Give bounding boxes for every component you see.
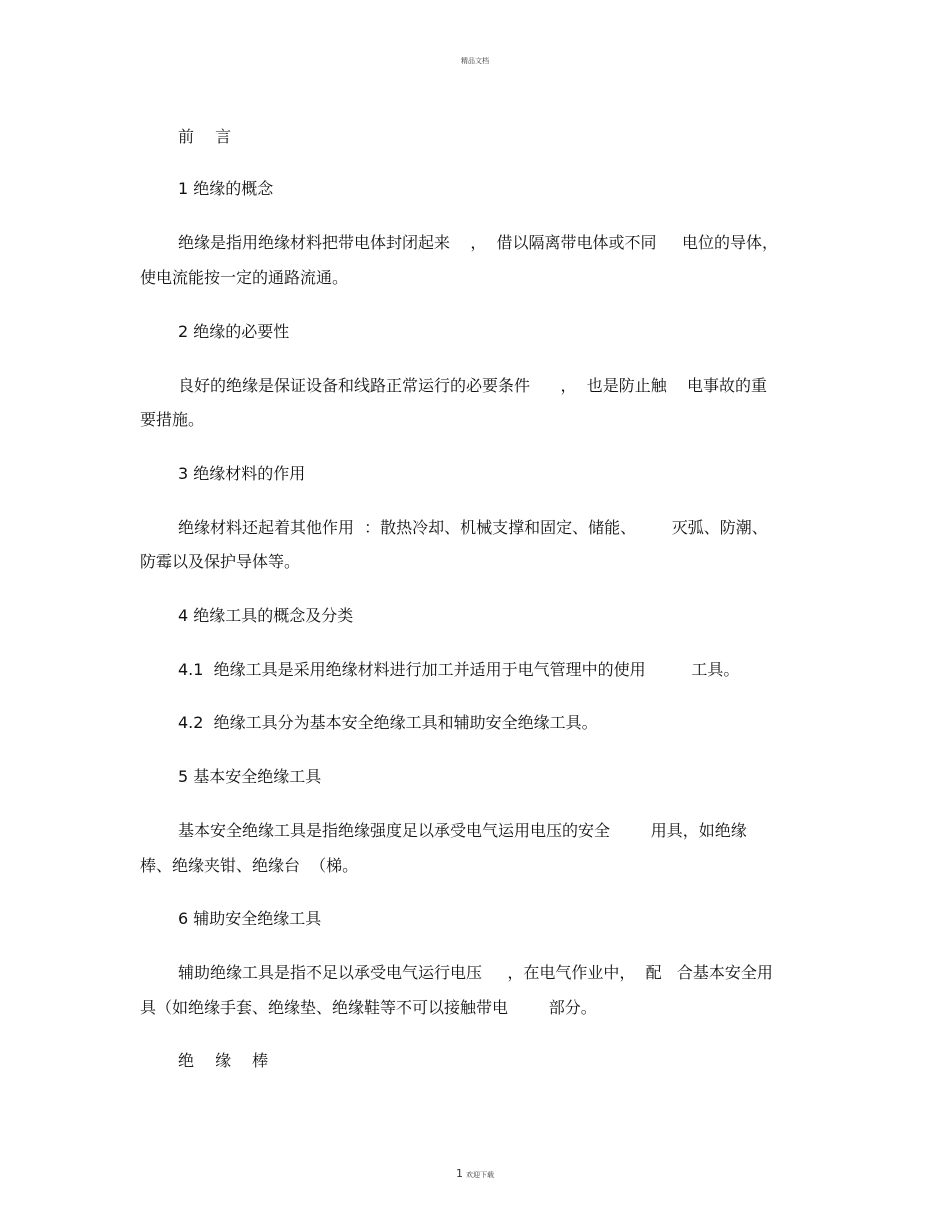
page-header: 精品文档 (461, 57, 489, 65)
section-1-heading: 1 绝缘的概念 (178, 179, 274, 198)
section-7-heading: 绝 缘 棒 (178, 1051, 277, 1070)
section-5-paragraph-line-2: 棒、绝缘夹钳、绝缘台 （梯。 (140, 856, 359, 875)
section-1-paragraph-line-2: 使电流能按一定的通路流通。 (140, 268, 349, 287)
section-6-paragraph-line-1: 辅助绝缘工具是指不足以承受电气运行电压 ，在电气作业中， 配 合基本安全用 (178, 963, 773, 982)
section-2-paragraph-line-1: 良好的绝缘是保证设备和线路正常运行的必要条件 ， 也是防止触 电事故的重 (178, 376, 768, 395)
section-4-heading: 4 绝缘工具的概念及分类 (178, 606, 354, 625)
section-6-paragraph-line-2: 具（如绝缘手套、绝缘垫、绝缘鞋等不可以接触带电 部分。 (140, 998, 597, 1017)
section-3-paragraph-line-2: 防霉以及保护导体等。 (140, 552, 301, 571)
section-3-heading: 3 绝缘材料的作用 (178, 464, 306, 483)
section-4-1-paragraph: 4.1 绝缘工具是采用绝缘材料进行加工并适用于电气管理中的使用 工具。 (178, 660, 740, 679)
page-footer (0, 1167, 950, 1180)
preface-title: 前 言 (178, 127, 240, 146)
section-2-heading: 2 绝缘的必要性 (178, 322, 290, 341)
section-4-2-paragraph: 4.2 绝缘工具分为基本安全绝缘工具和辅助安全绝缘工具。 (178, 713, 598, 732)
section-2-paragraph-line-2: 要措施。 (140, 410, 205, 429)
section-5-paragraph-line-1: 基本安全绝缘工具是指绝缘强度足以承受电气运用电压的安全 用具，如绝缘 (178, 821, 747, 840)
section-1-paragraph-line-1: 绝缘是指用绝缘材料把带电体封闭起来 ， 借以隔离带电体或不同 电位的导体， (178, 233, 778, 252)
section-5-heading: 5 基本安全绝缘工具 (178, 767, 322, 786)
footer-text: 欢迎下载 (466, 1171, 494, 1179)
page-number: 1 (456, 1167, 463, 1180)
section-3-paragraph-line-1: 绝缘材料还起着其他作用 ：散热冷却、机械支撑和固定、储能、 灭弧、防潮、 (178, 518, 768, 537)
section-6-heading: 6 辅助安全绝缘工具 (178, 909, 322, 928)
